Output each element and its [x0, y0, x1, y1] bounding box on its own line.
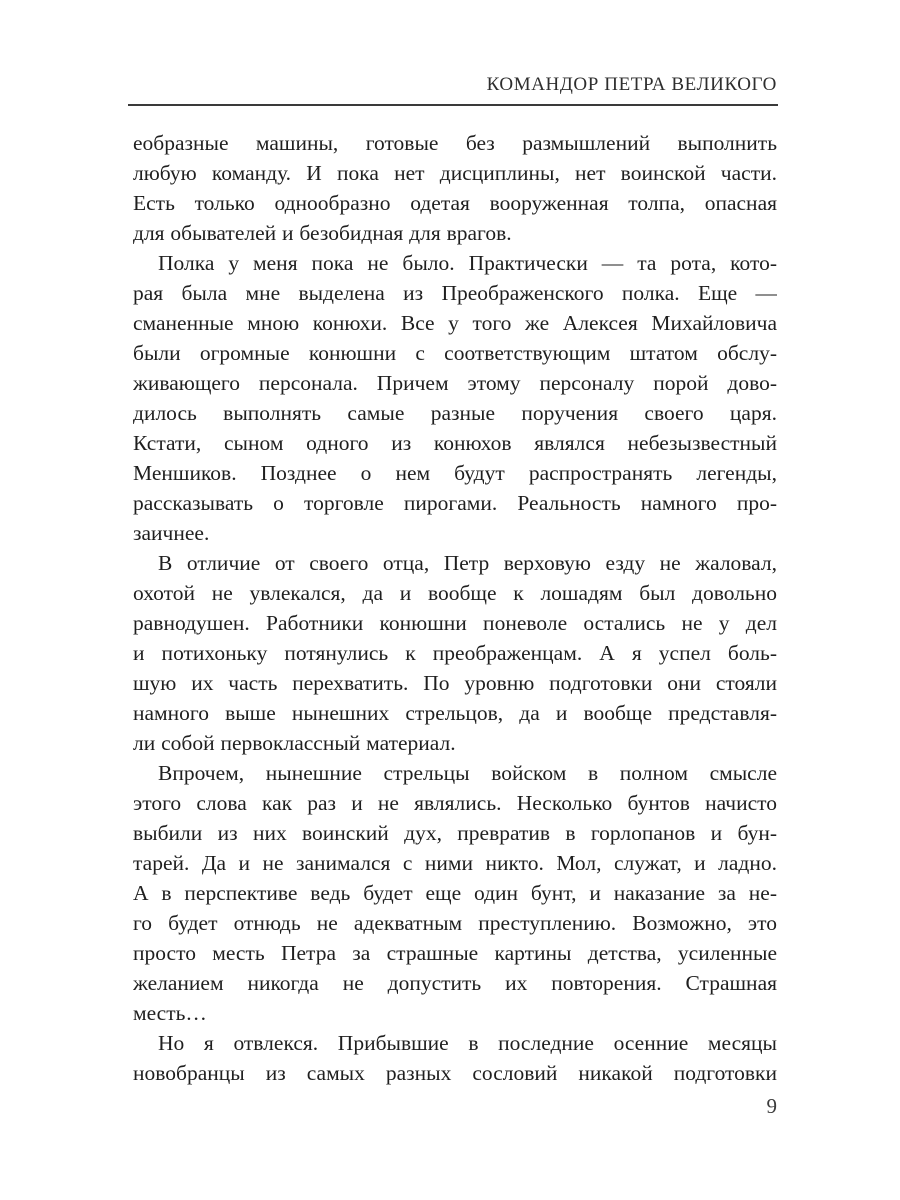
text-line: просто месть Петра за страшные картины детства, усиленные	[133, 941, 777, 965]
text-line: равнодушен. Работники конюшни поневоле остались не у дел	[133, 611, 777, 635]
text-line: желанием никогда не допустить их повторения. Страшная	[133, 971, 777, 995]
page-number: 9	[766, 1094, 777, 1118]
text-line: этого слова как раз и не являлись. Несколько бунтов начисто	[133, 791, 777, 815]
text-line: Кстати, сыном одного из конюхов являлся небезызвестный	[133, 431, 777, 455]
text-line: новобранцы из самых разных сословий никакой подготовки	[133, 1061, 777, 1085]
running-header	[133, 73, 777, 97]
text-line: месть…	[133, 1001, 207, 1025]
text-line: тарей. Да и не занимался с ними никто. Мол, служат, и ладно.	[133, 851, 777, 875]
text-line: выбили из них воинский дух, превратив в горлопанов и бун-	[133, 821, 777, 845]
text-line: охотой не увлекался, да и вообще к лошадям был довольно	[133, 581, 777, 605]
text-line: дилось выполнять самые разные поручения своего царя.	[133, 401, 777, 425]
text-line: заичнее.	[133, 521, 210, 545]
text-line: и потихоньку потянулись к преображенцам. А я успел боль-	[133, 641, 777, 665]
text-line: Полка у меня пока не было. Практически — та рота, кото-	[158, 251, 777, 275]
text-line: любую команду. И пока нет дисциплины, нет воинской части.	[133, 161, 777, 185]
text-line: Впрочем, нынешние стрельцы войском в полном смысле	[158, 761, 777, 785]
header-rule	[128, 104, 778, 106]
running-header-title: КОМАНДОР ПЕТРА ВЕЛИКОГО	[486, 74, 777, 95]
text-line: Есть только однообразно одетая вооруженная толпа, опасная	[133, 191, 777, 215]
text-line: живающего персонала. Причем этому персоналу порой дово-	[133, 371, 777, 395]
text-line: А в перспективе ведь будет еще один бунт, и наказание за не-	[133, 881, 777, 905]
text-line: ли собой первоклассный материал.	[133, 731, 456, 755]
text-line: рая была мне выделена из Преображенского полка. Еще —	[133, 281, 777, 305]
text-line: го будет отнюдь не адекватным преступлению. Возможно, это	[133, 911, 777, 935]
text-line: для обывателей и безобидная для врагов.	[133, 221, 512, 245]
paragraph	[133, 758, 777, 1028]
text-line: Меншиков. Позднее о нем будут распространять легенды,	[133, 461, 777, 485]
paragraph	[133, 248, 777, 548]
text-line: шую их часть перехватить. По уровню подготовки они стояли	[133, 671, 777, 695]
paragraph	[133, 548, 777, 758]
paragraph	[133, 1028, 777, 1088]
text-line: Но я отвлекся. Прибывшие в последние осенние месяцы	[158, 1031, 777, 1055]
text-line: рассказывать о торговле пирогами. Реальность намного про-	[133, 491, 777, 515]
text-line: сманенные мною конюхи. Все у того же Алексея Михайловича	[133, 311, 777, 335]
paragraph	[133, 128, 777, 248]
text-line: были огромные конюшни с соответствующим штатом обслу-	[133, 341, 777, 365]
text-block	[133, 128, 777, 1088]
text-line: В отличие от своего отца, Петр верховую езду не жаловал,	[158, 551, 777, 575]
text-line: еобразные машины, готовые без размышлений выполнить	[133, 131, 777, 155]
text-line: намного выше нынешних стрельцов, да и вообще представля-	[133, 701, 777, 725]
